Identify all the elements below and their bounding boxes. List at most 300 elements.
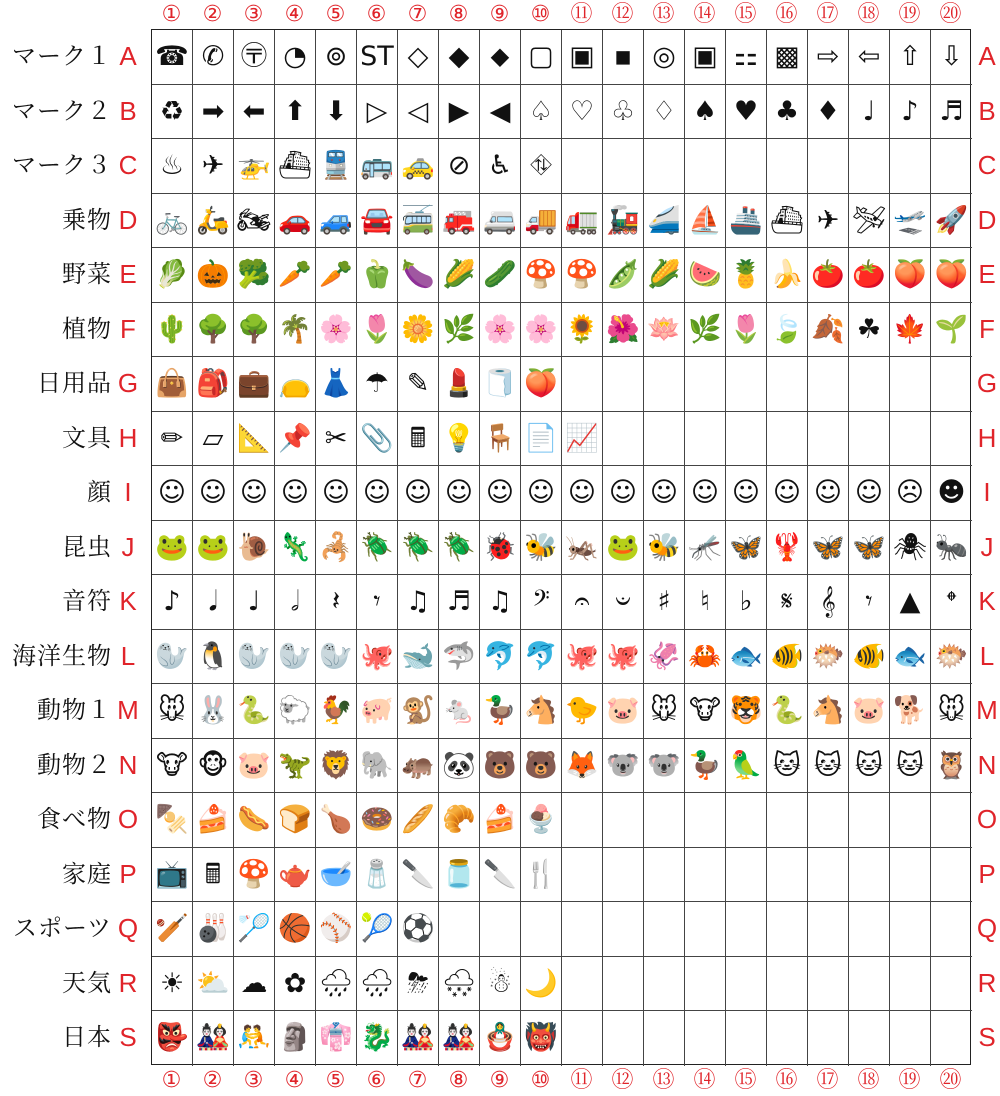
symbol-cell-icon: ♢ xyxy=(644,85,685,140)
symbol-cell-icon: 🦊 xyxy=(562,739,603,794)
empty-cell xyxy=(808,1011,849,1066)
symbol-cell-icon: 🥬 xyxy=(152,248,193,303)
symbol-cell-icon: ✿ xyxy=(275,957,316,1012)
symbol-cell-icon: 🦋 xyxy=(849,521,890,576)
symbol-cell-icon: 🐱 xyxy=(849,739,890,794)
symbol-cell-icon: 🚒 xyxy=(439,194,480,249)
symbol-cell-icon: 🌧 xyxy=(357,957,398,1012)
symbol-cell-icon: ☺ xyxy=(480,466,521,521)
column-number-top: ④ xyxy=(284,2,305,27)
symbol-cell-icon: 🍄 xyxy=(234,848,275,903)
symbol-cell-icon: 🐠 xyxy=(767,630,808,685)
empty-cell xyxy=(931,902,972,957)
symbol-cell-icon: ▣ xyxy=(562,30,603,85)
symbol-cell-icon: 🍃 xyxy=(767,303,808,358)
symbol-cell-icon: 𝄾 xyxy=(357,575,398,630)
symbol-cell-icon: 👝 xyxy=(275,357,316,412)
empty-cell xyxy=(808,957,849,1012)
symbol-cell-icon: 🐱 xyxy=(767,739,808,794)
symbol-cell-icon: 📈 xyxy=(562,412,603,467)
empty-cell xyxy=(726,848,767,903)
symbol-cell-icon: ☺ xyxy=(562,466,603,521)
symbol-cell-icon: 🐴 xyxy=(808,684,849,739)
column-number-top: ⑨ xyxy=(489,2,510,27)
row-label: 海洋生物 xyxy=(12,641,112,670)
symbol-cell-icon: ✆ xyxy=(193,30,234,85)
row-letter-right: G xyxy=(976,368,998,398)
column-number-top: ⑫ xyxy=(611,2,634,27)
symbol-cell-icon: 🐻 xyxy=(521,739,562,794)
row-label: マーク１ xyxy=(12,42,112,70)
row-letter-left: L xyxy=(120,640,136,671)
symbol-cell-icon: 🌺 xyxy=(603,303,644,358)
empty-cell xyxy=(767,139,808,194)
symbol-cell-icon: 🍑 xyxy=(521,357,562,412)
symbol-cell-icon: ♨ xyxy=(152,139,193,194)
symbol-cell-icon: 🐞 xyxy=(480,521,521,576)
row-label: 日本 xyxy=(62,1023,112,1051)
symbol-cell-icon: 🐴 xyxy=(521,684,562,739)
symbol-cell-icon: 🛩 xyxy=(849,194,890,249)
column-number-top: ⑪ xyxy=(570,2,593,27)
symbol-cell-icon: 🐘 xyxy=(357,739,398,794)
symbol-cell-icon: 🐤 xyxy=(562,684,603,739)
symbol-cell-icon: 𝄋 xyxy=(767,575,808,630)
column-number-top: ⑥ xyxy=(366,2,387,27)
symbol-cell-icon: ☺ xyxy=(398,466,439,521)
empty-cell xyxy=(685,957,726,1012)
empty-cell xyxy=(849,139,890,194)
row-label: 乗物 xyxy=(62,205,112,234)
empty-cell xyxy=(931,139,972,194)
empty-cell xyxy=(726,412,767,467)
symbol-cell-icon: 🫙 xyxy=(439,848,480,903)
column-number-top: ⑦ xyxy=(407,2,428,27)
empty-cell xyxy=(562,793,603,848)
empty-cell xyxy=(808,139,849,194)
empty-cell xyxy=(808,902,849,957)
column-number-bottom: ⑳ xyxy=(939,1068,962,1093)
column-number-top: ③ xyxy=(243,2,264,27)
symbol-cell-icon: 👜 xyxy=(152,357,193,412)
symbol-cell-icon: 🏍 xyxy=(234,194,275,249)
column-number-bottom: ⑬ xyxy=(652,1068,675,1093)
symbol-cell-icon: 🚌 xyxy=(357,139,398,194)
symbol-cell-icon: ☁ xyxy=(234,957,275,1012)
symbol-cell-icon: 🍨 xyxy=(521,793,562,848)
symbol-cell-icon: 🐵 xyxy=(193,739,234,794)
row-label: 音符 xyxy=(62,587,112,615)
symbol-cell-icon: 🍴 xyxy=(521,848,562,903)
empty-cell xyxy=(890,902,931,957)
symbol-cell-icon: 🚲 xyxy=(152,194,193,249)
symbol-cell-icon: ⛅ xyxy=(193,957,234,1012)
symbol-cell-icon: 🐷 xyxy=(234,739,275,794)
symbol-cell-icon: ⬅ xyxy=(234,85,275,140)
empty-cell xyxy=(808,412,849,467)
symbol-cell-icon: 🎎 xyxy=(439,1011,480,1066)
symbol-cell-icon: 🍄 xyxy=(521,248,562,303)
symbol-cell-icon: 🥕 xyxy=(316,248,357,303)
row-letter-left: G xyxy=(117,368,139,398)
symbol-cell-icon: ♬ xyxy=(931,85,972,140)
symbol-cell-icon: 🦋 xyxy=(726,521,767,576)
symbol-cell-icon: ☺ xyxy=(152,466,193,521)
row-letter-right: A xyxy=(978,41,996,71)
symbol-cell-icon: 🦀 xyxy=(685,630,726,685)
empty-cell xyxy=(931,357,972,412)
row-letter-left: K xyxy=(119,586,137,616)
symbol-cell-icon: ☀ xyxy=(152,957,193,1012)
symbol-cell-icon: 𝅘𝅥 xyxy=(193,575,234,630)
empty-cell xyxy=(603,139,644,194)
symbol-cell-icon: 🔪 xyxy=(480,848,521,903)
symbol-cell-icon: 🦈 xyxy=(439,630,480,685)
empty-cell xyxy=(685,902,726,957)
symbol-cell-icon: ♬ xyxy=(439,575,480,630)
symbol-cell-icon: ☺ xyxy=(521,466,562,521)
symbol-cell-icon: ♧ xyxy=(603,85,644,140)
symbol-cell-icon: 🍗 xyxy=(316,793,357,848)
symbol-cell-icon: ✎ xyxy=(398,357,439,412)
symbol-cell-icon: 🐟 xyxy=(726,630,767,685)
row-letter-right: C xyxy=(977,150,997,180)
empty-cell xyxy=(767,902,808,957)
empty-cell xyxy=(931,793,972,848)
empty-cell xyxy=(767,1011,808,1066)
row-letter-left: S xyxy=(119,1022,137,1052)
symbol-cell-icon: 📄 xyxy=(521,412,562,467)
empty-cell xyxy=(562,848,603,903)
row-label: マーク３ xyxy=(12,151,112,179)
symbol-cell-icon: 🌵 xyxy=(152,303,193,358)
symbol-cell-icon: 🔪 xyxy=(398,848,439,903)
symbol-cell-icon: 🗿 xyxy=(275,1011,316,1066)
row-label: 顔 xyxy=(87,478,112,506)
symbol-cell-icon: ♥ xyxy=(726,85,767,140)
column-number-bottom: ① xyxy=(161,1068,182,1093)
symbol-cell-icon: ☺ xyxy=(193,466,234,521)
symbol-cell-icon: 🐝 xyxy=(521,521,562,576)
symbol-cell-icon: ☘ xyxy=(849,303,890,358)
symbol-cell-icon: ♫ xyxy=(398,575,439,630)
symbol-cell-icon: ▷ xyxy=(357,85,398,140)
symbol-cell-icon: 🌴 xyxy=(275,303,316,358)
symbol-cell-icon: ☃ xyxy=(480,957,521,1012)
symbol-cell-icon: 🍢 xyxy=(152,793,193,848)
symbol-cell-icon: 𝄐 xyxy=(562,575,603,630)
symbol-cell-icon: ◆ xyxy=(439,30,480,85)
symbol-cell-icon: 🥒 xyxy=(480,248,521,303)
symbol-cell-icon: 🕷 xyxy=(890,521,931,576)
symbol-cell-icon: 🛫 xyxy=(890,194,931,249)
column-number-top: ⑰ xyxy=(816,2,839,27)
symbol-cell-icon: 🪑 xyxy=(480,412,521,467)
row-label: 食べ物 xyxy=(37,805,112,833)
column-number-bottom: ⑦ xyxy=(407,1068,428,1093)
symbol-cell-icon: ♪ xyxy=(890,85,931,140)
symbol-cell-icon: 🌳 xyxy=(234,303,275,358)
symbol-cell-icon: 🍑 xyxy=(890,248,931,303)
row-letter-left: F xyxy=(120,313,136,344)
symbol-cell-icon: 🫑 xyxy=(357,248,398,303)
symbol-cell-icon: 🐬 xyxy=(521,630,562,685)
symbol-cell-icon: 🧂 xyxy=(357,848,398,903)
row-label: 植物 xyxy=(62,314,112,343)
row-letter-right: L xyxy=(979,640,995,671)
row-letter-right: Q xyxy=(976,913,998,943)
symbol-cell-icon: ▶ xyxy=(439,85,480,140)
empty-cell xyxy=(562,1011,603,1066)
symbol-cell-icon: 🍅 xyxy=(849,248,890,303)
empty-cell xyxy=(644,793,685,848)
empty-cell xyxy=(767,793,808,848)
symbol-cell-icon: 🐸 xyxy=(152,521,193,576)
empty-cell xyxy=(931,848,972,903)
empty-cell xyxy=(603,848,644,903)
symbol-cell-icon: 📐 xyxy=(234,412,275,467)
symbol-cell-icon: 🏸 xyxy=(234,902,275,957)
symbol-cell-icon: 📌 xyxy=(275,412,316,467)
symbol-cell-icon: ☺ xyxy=(357,466,398,521)
symbol-cell-icon: 🌸 xyxy=(316,303,357,358)
symbol-cell-icon: 🐠 xyxy=(849,630,890,685)
symbol-cell-icon: 𝄽 xyxy=(316,575,357,630)
empty-cell xyxy=(808,357,849,412)
row-letter-left: P xyxy=(119,858,137,889)
symbol-cell-icon: 🦭 xyxy=(275,630,316,685)
symbol-cell-icon: ☂ xyxy=(357,357,398,412)
row-letter-left: J xyxy=(121,531,135,562)
symbol-cell-icon: 💼 xyxy=(234,357,275,412)
symbol-cell-icon: ☺ xyxy=(439,466,480,521)
symbol-cell-icon: ☹ xyxy=(890,466,931,521)
column-number-bottom: ⑯ xyxy=(775,1068,798,1093)
symbol-cell-icon: ♫ xyxy=(480,575,521,630)
empty-cell xyxy=(644,957,685,1012)
symbol-cell-icon: ☺ xyxy=(849,466,890,521)
symbol-cell-icon: ♮ xyxy=(685,575,726,630)
symbol-cell-icon: 🦭 xyxy=(234,630,275,685)
symbol-cell-icon: 🖩 xyxy=(193,848,234,903)
column-number-bottom: ⑥ xyxy=(366,1068,387,1093)
symbol-cell-icon: ▢ xyxy=(521,30,562,85)
empty-cell xyxy=(562,357,603,412)
row-label: 日用品 xyxy=(37,369,112,397)
row-label: 文具 xyxy=(62,423,112,452)
symbol-cell-icon: 🚙 xyxy=(316,194,357,249)
symbol-cell-icon: 🌽 xyxy=(644,248,685,303)
symbol-cell-icon: ♠ xyxy=(685,85,726,140)
empty-cell xyxy=(644,848,685,903)
symbol-cell-icon: 🚐 xyxy=(480,194,521,249)
empty-cell xyxy=(603,357,644,412)
symbol-cell-icon: 💡 xyxy=(439,412,480,467)
row-letter-right: J xyxy=(980,531,994,562)
row-letter-left: M xyxy=(117,695,139,725)
symbol-cell-icon: 🦑 xyxy=(644,630,685,685)
empty-cell xyxy=(767,357,808,412)
symbol-cell-icon: 🐯 xyxy=(726,684,767,739)
symbol-cell-icon: 🐁 xyxy=(439,684,480,739)
row-letter-right: F xyxy=(979,313,995,344)
symbol-cell-icon: 🚛 xyxy=(562,194,603,249)
symbol-cell-icon: 🐓 xyxy=(316,684,357,739)
symbol-cell-icon: 🧻 xyxy=(480,357,521,412)
symbol-cell-icon: 👘 xyxy=(316,1011,357,1066)
symbol-cell-icon: 🚁 xyxy=(234,139,275,194)
symbol-cell-icon: ☺ xyxy=(767,466,808,521)
empty-cell xyxy=(685,1011,726,1066)
symbol-cell-icon: ⊚ xyxy=(316,30,357,85)
symbol-cell-icon: 🌭 xyxy=(234,793,275,848)
symbol-cell-icon: 🥣 xyxy=(316,848,357,903)
symbol-cell-icon: 🐍 xyxy=(767,684,808,739)
empty-cell xyxy=(562,902,603,957)
symbol-cell-icon: 📎 xyxy=(357,412,398,467)
symbol-cell-icon: 🪲 xyxy=(439,521,480,576)
symbol-cell-icon: 🦆 xyxy=(480,684,521,739)
symbol-cell-icon: 🌿 xyxy=(439,303,480,358)
symbol-cell-icon: 🥐 xyxy=(439,793,480,848)
symbol-cell-icon: ⇨ xyxy=(808,30,849,85)
empty-cell xyxy=(808,793,849,848)
column-number-top: ⑤ xyxy=(325,2,346,27)
symbol-cell-icon: 🍆 xyxy=(398,248,439,303)
row-label: 動物２ xyxy=(37,750,112,779)
symbol-cell-icon: 🐭 xyxy=(152,684,193,739)
row-letter-right: D xyxy=(977,204,997,235)
symbol-cell-icon: 🦗 xyxy=(562,521,603,576)
symbol-cell-icon: 🚘 xyxy=(357,194,398,249)
symbol-cell-icon: ◇ xyxy=(398,30,439,85)
row-letter-right: S xyxy=(978,1022,996,1052)
symbol-cell-icon: 🐭 xyxy=(644,684,685,739)
symbol-cell-icon: ⚾ xyxy=(316,902,357,957)
column-number-top: ⑩ xyxy=(530,2,551,27)
empty-cell xyxy=(603,957,644,1012)
symbol-cell-icon: 🤼 xyxy=(234,1011,275,1066)
symbol-cell-icon: 🐸 xyxy=(193,521,234,576)
symbol-cell-icon: 𝄢 xyxy=(521,575,562,630)
empty-cell xyxy=(603,1011,644,1066)
empty-cell xyxy=(849,1011,890,1066)
symbol-cell-icon: 🐡 xyxy=(808,630,849,685)
symbol-cell-icon: ☺ xyxy=(316,466,357,521)
symbol-cell-icon: ⇦ xyxy=(849,30,890,85)
symbol-cell-icon: 🐙 xyxy=(357,630,398,685)
empty-cell xyxy=(726,139,767,194)
row-letter-right: N xyxy=(977,749,997,780)
empty-cell xyxy=(890,412,931,467)
symbol-cell-icon: 🦜 xyxy=(726,739,767,794)
symbol-cell-icon: 🐱 xyxy=(890,739,931,794)
symbol-cell-icon: 🍑 xyxy=(931,248,972,303)
symbol-cell-icon: 𝄌 xyxy=(931,575,972,630)
symbol-cell-icon: ♭ xyxy=(726,575,767,630)
empty-cell xyxy=(603,793,644,848)
symbol-cell-icon: ▱ xyxy=(193,412,234,467)
symbol-cell-icon: ☺ xyxy=(808,466,849,521)
symbol-cell-icon: 🎳 xyxy=(193,902,234,957)
row-letter-right: I xyxy=(983,477,991,507)
empty-cell xyxy=(726,902,767,957)
empty-cell xyxy=(685,412,726,467)
symbol-cell-icon: 🌷 xyxy=(726,303,767,358)
empty-cell xyxy=(890,1011,931,1066)
symbol-cell-icon: 🏏 xyxy=(152,902,193,957)
empty-cell xyxy=(726,957,767,1012)
empty-cell xyxy=(685,139,726,194)
symbol-cell-icon: 🐋 xyxy=(398,630,439,685)
empty-cell xyxy=(849,902,890,957)
symbol-cell-icon: 🚗 xyxy=(275,194,316,249)
symbol-cell-icon: 🚚 xyxy=(521,194,562,249)
symbol-cell-icon: ☺ xyxy=(685,466,726,521)
empty-cell xyxy=(685,848,726,903)
symbol-cell-icon: ♤ xyxy=(521,85,562,140)
symbol-cell-icon: 🦞 xyxy=(767,521,808,576)
symbol-cell-icon: ▲ xyxy=(890,575,931,630)
symbol-cell-icon: ♩ xyxy=(849,85,890,140)
symbol-cell-icon: 🌽 xyxy=(439,248,480,303)
symbol-cell-icon: 👺 xyxy=(152,1011,193,1066)
row-letter-left: D xyxy=(118,204,138,235)
empty-cell xyxy=(890,139,931,194)
row-letter-right: K xyxy=(978,586,996,616)
symbol-cell-icon: 💄 xyxy=(439,357,480,412)
empty-cell xyxy=(685,793,726,848)
symbol-cell-icon: ⇧ xyxy=(890,30,931,85)
symbol-cell-icon: ♻ xyxy=(152,85,193,140)
symbol-cell-icon: 🏀 xyxy=(275,902,316,957)
symbol-cell-icon: 🌻 xyxy=(562,303,603,358)
symbol-cell-icon: 🐼 xyxy=(439,739,480,794)
symbol-cell-icon: ST xyxy=(357,30,398,85)
symbol-cell-icon: ☺ xyxy=(234,466,275,521)
row-label: マーク２ xyxy=(12,96,112,125)
symbol-cell-icon: 🪆 xyxy=(480,1011,521,1066)
symbol-cell-icon: 🪲 xyxy=(357,521,398,576)
symbol-cell-icon: 🦂 xyxy=(316,521,357,576)
row-label: 天気 xyxy=(62,968,112,997)
column-number-bottom: ⑨ xyxy=(489,1068,510,1093)
symbol-cell-icon: 🚕 xyxy=(398,139,439,194)
symbol-cell-icon: ⛴ xyxy=(275,139,316,194)
symbol-cell-icon: 🐙 xyxy=(562,630,603,685)
symbol-cell-icon: ✏ xyxy=(152,412,193,467)
symbol-cell-icon: 🦉 xyxy=(931,739,972,794)
row-label: 野菜 xyxy=(62,260,112,288)
symbol-cell-icon: ◀ xyxy=(480,85,521,140)
row-letter-right: E xyxy=(978,259,996,289)
empty-cell xyxy=(562,957,603,1012)
symbol-cell-icon: ◔ xyxy=(275,30,316,85)
empty-cell xyxy=(644,1011,685,1066)
symbol-cell-icon: 🐖 xyxy=(357,684,398,739)
symbol-cell-icon: 🦆 xyxy=(685,739,726,794)
column-number-bottom: ⑮ xyxy=(734,1068,757,1093)
empty-cell xyxy=(767,848,808,903)
empty-cell xyxy=(603,902,644,957)
symbol-cell-icon: ⬥ xyxy=(480,30,521,85)
column-number-bottom: ⑤ xyxy=(325,1068,346,1093)
symbol-cell-icon: 🌿 xyxy=(685,303,726,358)
symbol-cell-icon: 🐬 xyxy=(480,630,521,685)
symbol-cell-icon: ◎ xyxy=(644,30,685,85)
empty-cell xyxy=(849,957,890,1012)
column-number-bottom: ⑩ xyxy=(530,1068,551,1093)
